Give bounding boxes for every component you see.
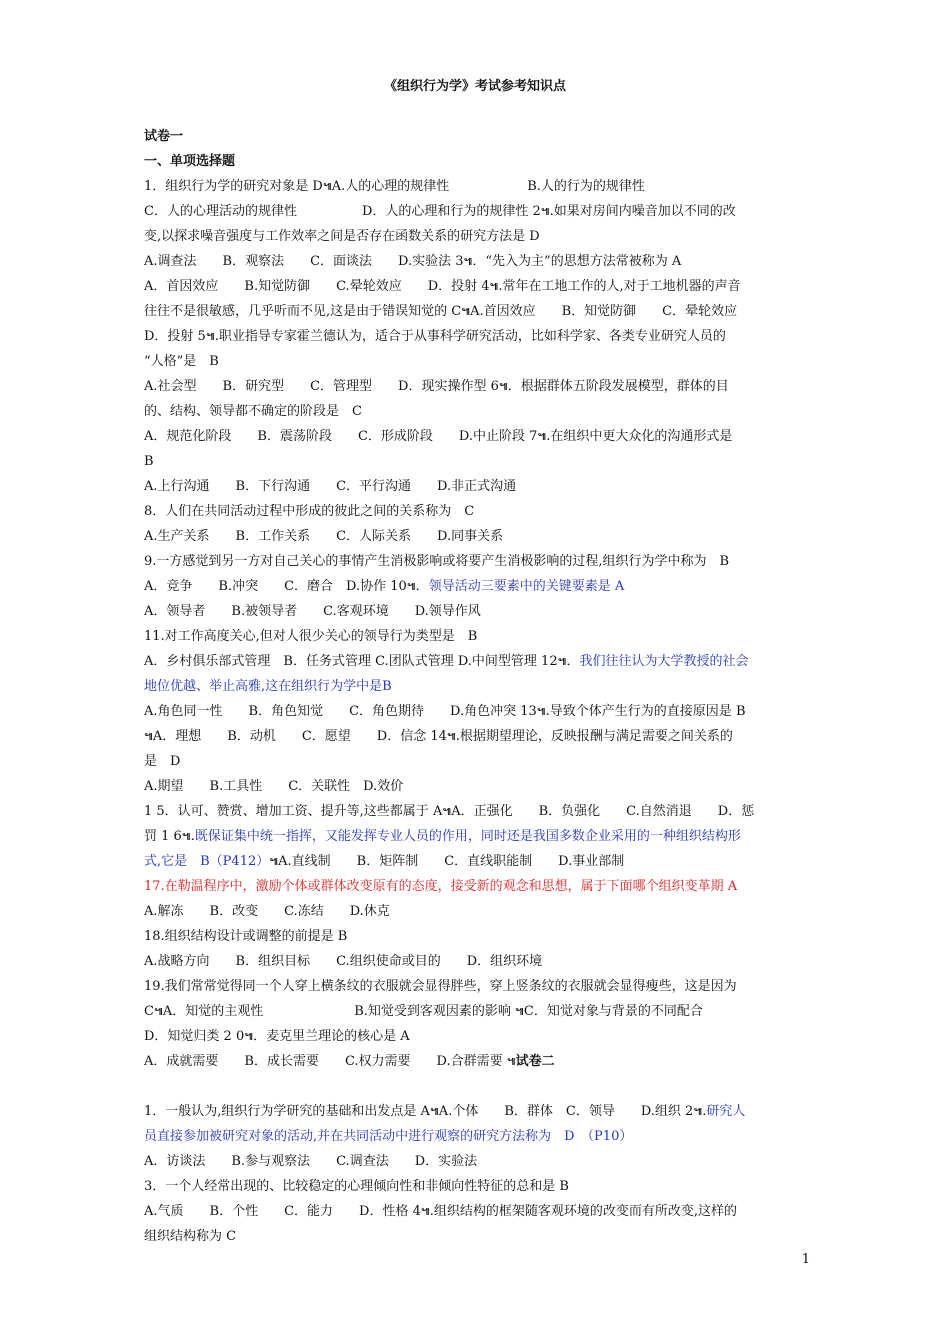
question-line <box>144 824 812 849</box>
highlighted-question-text: 研究人 <box>706 1104 746 1119</box>
question-line: A.气质 B．个性 C．能力 D．性格 4๚.组织结构的框架随客观环境的改变而有所改变,这样的 <box>144 1204 737 1219</box>
question-line: A.生产关系 B．工作关系 C．人际关系 D.同事关系 <box>144 529 504 544</box>
blank-line <box>144 1074 812 1099</box>
question-line: 的、结构、领导都不确定的阶段是 C <box>144 404 362 419</box>
question-line <box>144 649 812 674</box>
page-number: 1 <box>801 1252 810 1267</box>
question-line-segment: 罚 1 6๚. <box>144 829 195 844</box>
exam-two-heading: 试卷二 <box>515 1054 555 1069</box>
question-line: A．规范化阶段 B．震荡阶段 C．形成阶段 D.中止阶段 7๚.在组织中更大众化的沟通形式是 <box>144 429 733 444</box>
question-line: 1．组织行为学的研究对象是 D๚A.人的心理的规律性 B.人的行为的规律性 <box>144 179 645 194</box>
question-line: A.解冻 B．改变 C.冻结 D.休克 <box>144 904 390 919</box>
question-line: 变,以探求噪音强度与工作效率之间是否存在函数关系的研究方法是 D <box>144 229 540 244</box>
highlighted-question-text: 我们往往认为大学教授的社会 <box>579 654 749 669</box>
question-line-segment: 1．一般认为,组织行为学研究的基础和出发点是 A๚A.个体 B．群体 C．领导 D.组织 2๚. <box>144 1104 707 1119</box>
document-body <box>144 124 812 1249</box>
question-line: B <box>144 454 154 469</box>
document-title: 《组织行为学》考试参考知识点 <box>383 79 566 94</box>
question-line <box>144 1049 812 1074</box>
question-line: D．投射 5๚.职业指导专家霍兰德认为，适合于从事科学研究活动，比如科学家、各类专业研究人员的 <box>144 329 726 344</box>
question-line: C๚A．知觉的主观性 B.知觉受到客观因素的影响 ๚C．知觉对象与背景的不同配合 <box>144 1004 703 1019</box>
highlighted-question-text: 领导活动三要素中的关键要素是 A <box>428 579 625 594</box>
question-line: A.调查法 B．观察法 C．面谈法 D.实验法 3๚．“先入为主”的思想方法常被称为 A <box>144 254 682 269</box>
question-line: 18.组织结构设计或调整的前提是 B <box>144 929 348 944</box>
question-line <box>144 1099 812 1124</box>
question-line <box>144 574 812 599</box>
question-line: 往往不是很敏感，几乎听而不见,这是由于错误知觉的 C๚A.首因效应 B．知觉防御 C．晕轮效应 <box>144 304 738 319</box>
question-line: D．知觉归类 2 0๚．麦克里兰理论的核心是 A <box>144 1029 410 1044</box>
section-heading-single-choice: 一、单项选择题 <box>144 154 236 169</box>
question-line: “人格”是 B <box>144 354 219 369</box>
question-line: ๚A．理想 B．动机 C．愿望 D．信念 14๚.根据期望理论，反映报酬与满足需要之间关系的 <box>144 729 733 744</box>
question-line: A.期望 B.工具性 C．关联性 D.效价 <box>144 779 404 794</box>
question-line: A.上行沟通 B．下行沟通 C．平行沟通 D.非正式沟通 <box>144 479 517 494</box>
question-line: 8．人们在共同活动过程中形成的彼此之间的关系称为 C <box>144 504 475 519</box>
question-line: A．访谈法 B.参与观察法 C.调查法 D．实验法 <box>144 1154 478 1169</box>
question-line: 9.一方感觉到另一方对自己关心的事情产生消极影响或将要产生消极影响的过程,组织行为学中称为 B <box>144 554 730 569</box>
question-line-segment: A．成就需要 B．成长需要 C.权力需要 D.合群需要 ๚ <box>144 1054 516 1069</box>
exam-one-heading: 试卷一 <box>144 129 184 144</box>
highlighted-question-text: 既保证集中统一指挥，又能发挥专业人员的作用，同时还是我国多数企业采用的一种组织结构形 <box>194 829 741 844</box>
highlighted-question-text: 式,它是 B（P412） <box>144 854 270 869</box>
question-line-segment: ๚A.直线制 B．矩阵制 C．直线职能制 D.事业部制 <box>269 854 625 869</box>
question-line: A.社会型 B．研究型 C．管理型 D．现实操作型 6๚．根据群体五阶段发展模型，群体的目 <box>144 379 729 394</box>
question-line: A．领导者 B.被领导者 C.客观环境 D.领导作风 <box>144 604 481 619</box>
question-line-segment: A．竞争 B.冲突 C．磨合 D.协作 10๚． <box>144 579 429 594</box>
question-line: 1 5．认可、赞赏、增加工资、提升等,这些都属于 A๚A．正强化 B．负强化 C.自然消退 D．惩 <box>144 804 755 819</box>
question-line: A.战略方向 B．组织目标 C.组织使命或目的 D．组织环境 <box>144 954 543 969</box>
question-line: 3．一个人经常出现的、比较稳定的心理倾向性和非倾向性特征的总和是 B <box>144 1179 569 1194</box>
question-line: 组织结构称为 C <box>144 1229 237 1244</box>
red-highlighted-question-line: 17.在勒温程序中，激励个体或群体改变原有的态度，接受新的观念和思想，属于下面哪个组织变革期 A <box>144 879 738 894</box>
question-line: 是 D <box>144 754 181 769</box>
question-line <box>144 849 812 874</box>
question-line: A.角色同一性 B．角色知觉 C．角色期待 D.角色冲突 13๚.导致个体产生行为的直接原因是 B <box>144 704 746 719</box>
question-line: C．人的心理活动的规律性 D．人的心理和行为的规律性 2๚.如果对房间内噪音加以不同的改 <box>144 204 736 219</box>
question-line-segment: A．乡村俱乐部式管理 B．任务式管理 C.团队式管理 D.中间型管理 12๚． <box>144 654 580 669</box>
highlighted-question-line: 员直接参加被研究对象的活动,并在共同活动中进行观察的研究方法称为 D （P10） <box>144 1129 633 1144</box>
question-line: 19.我们常常觉得同一个人穿上横条纹的衣服就会显得胖些，穿上竖条纹的衣服就会显得瘦些，这是因为 <box>144 979 737 994</box>
question-line: 11.对工作高度关心,但对人很少关心的领导行为类型是 B <box>144 629 478 644</box>
highlighted-question-line: 地位优越、举止高雅,这在组织行为学中是B <box>144 679 392 694</box>
question-line: A．首因效应 B.知觉防御 C.晕轮效应 D．投射 4๚.常年在工地工作的人,对于工地机器的声音 <box>144 279 741 294</box>
